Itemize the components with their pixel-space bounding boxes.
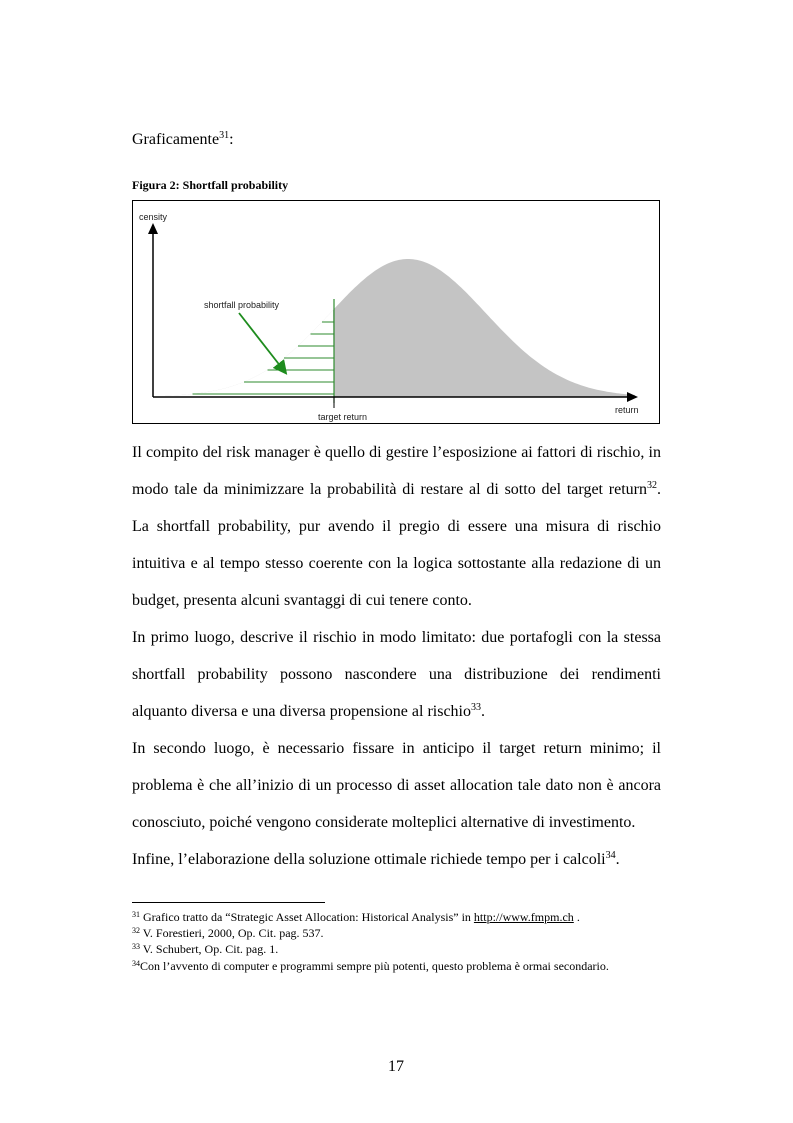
figure-graphic: [133, 201, 661, 425]
body-line-10-text: problema è che all’inizio di un processo di asset allocation tale dato non è ancora: [132, 777, 661, 794]
footnote-33: [132, 943, 278, 955]
footnote-separator: [132, 902, 325, 903]
body-line-5: [132, 593, 661, 609]
body-line-3-text: La shortfall probability, pur avendo il pregio di essere una misura di rischio: [132, 518, 661, 535]
y-axis-label: censity: [139, 212, 168, 222]
footnote-32: [132, 927, 324, 939]
footnote-31: [132, 911, 580, 923]
footnote-32-text: V. Forestieri, 2000, Op. Cit. pag. 537.: [140, 926, 324, 940]
footnote-31-number: 31: [132, 910, 140, 919]
figure-caption: Figura 2: Shortfall probability: [132, 178, 289, 192]
shortfall-arrow-icon: [239, 313, 285, 372]
footnote-34-number: 34: [132, 959, 140, 968]
body-line-1: [132, 445, 661, 461]
intro-trail: :: [229, 131, 234, 148]
body-line-10: [132, 778, 661, 794]
density-curve: [165, 259, 635, 397]
footnote-34: [132, 958, 661, 974]
body-line-11: [132, 815, 661, 831]
target-return-label: target return: [318, 412, 368, 422]
body-line-7-text: shortfall probability possono nascondere una distribuzione dei rendimenti: [132, 666, 661, 683]
figure-intro: [132, 131, 234, 149]
shortfall-region-fill: [165, 310, 334, 397]
page-number: 17: [388, 1058, 404, 1075]
footnote-ref-33[interactable]: 33: [471, 702, 481, 713]
shortfall-figure: [132, 200, 660, 424]
footnote-31-trail: .: [573, 910, 580, 924]
footnote-33-text: V. Schubert, Op. Cit. pag. 1.: [140, 942, 279, 956]
shortfall-probability-label: shortfall probability: [204, 300, 280, 310]
y-axis-arrow-icon: [148, 223, 158, 234]
body-line-3: [132, 519, 661, 535]
body-line-12: [132, 852, 661, 868]
body-line-12-trail: .: [615, 851, 620, 868]
footnote-31-text: Grafico tratto da “Strategic Asset Allocation: Historical Analysis” in: [140, 910, 474, 924]
shortfall-region: [165, 310, 334, 397]
x-axis-label: return: [615, 405, 639, 415]
body-line-6: [132, 630, 661, 646]
body-line-6-text: In primo luogo, descrive il rischio in modo limitato: due portafogli con la stessa: [132, 629, 661, 646]
footnote-ref-34[interactable]: 34: [605, 850, 616, 861]
body-line-12-text: Infine, l’elaborazione della soluzione ottimale richiede tempo per i calcoli: [132, 851, 606, 868]
body-line-5-text: budget, presenta alcuni svantaggi di cui tenere conto.: [132, 592, 472, 609]
footnote-33-number: 33: [132, 942, 140, 951]
body-line-2-trail: .: [657, 481, 661, 498]
x-axis-arrow-icon: [627, 392, 638, 402]
body-line-8: [132, 704, 661, 720]
body-line-11-text: conosciuto, poiché vengono considerate molteplici alternative di investimento.: [132, 814, 636, 831]
footnote-ref-32[interactable]: 32: [647, 480, 657, 491]
footnote-ref-31[interactable]: 31: [219, 130, 230, 141]
footnote-31-link[interactable]: http://www.fmpm.ch: [473, 910, 574, 924]
body-line-4: [132, 556, 661, 572]
body-line-8-text: alquanto diversa e una diversa propensione al rischio: [132, 703, 471, 720]
intro-text: Graficamente: [132, 131, 220, 148]
body-line-2: [132, 482, 661, 498]
body-line-1-text: Il compito del risk manager è quello di gestire l’esposizione ai fattori di rischio, in: [132, 444, 661, 461]
body-line-9-text: In secondo luogo, è necessario fissare in anticipo il target return minimo; il: [132, 740, 661, 757]
body-line-4-text: intuitiva e al tempo stesso coerente con la logica sottostante alla redazione di un: [132, 555, 661, 572]
body-line-8-trail: .: [481, 703, 485, 720]
body-line-7: [132, 667, 661, 683]
footnote-32-number: 32: [132, 926, 140, 935]
footnote-34-text: Con l’avvento di computer e programmi sempre più potenti, questo problema è ormai secondario.: [140, 959, 609, 973]
body-line-9: [132, 741, 661, 757]
body-line-2-text: modo tale da minimizzare la probabilità di restare al di sotto del target return: [132, 481, 647, 498]
